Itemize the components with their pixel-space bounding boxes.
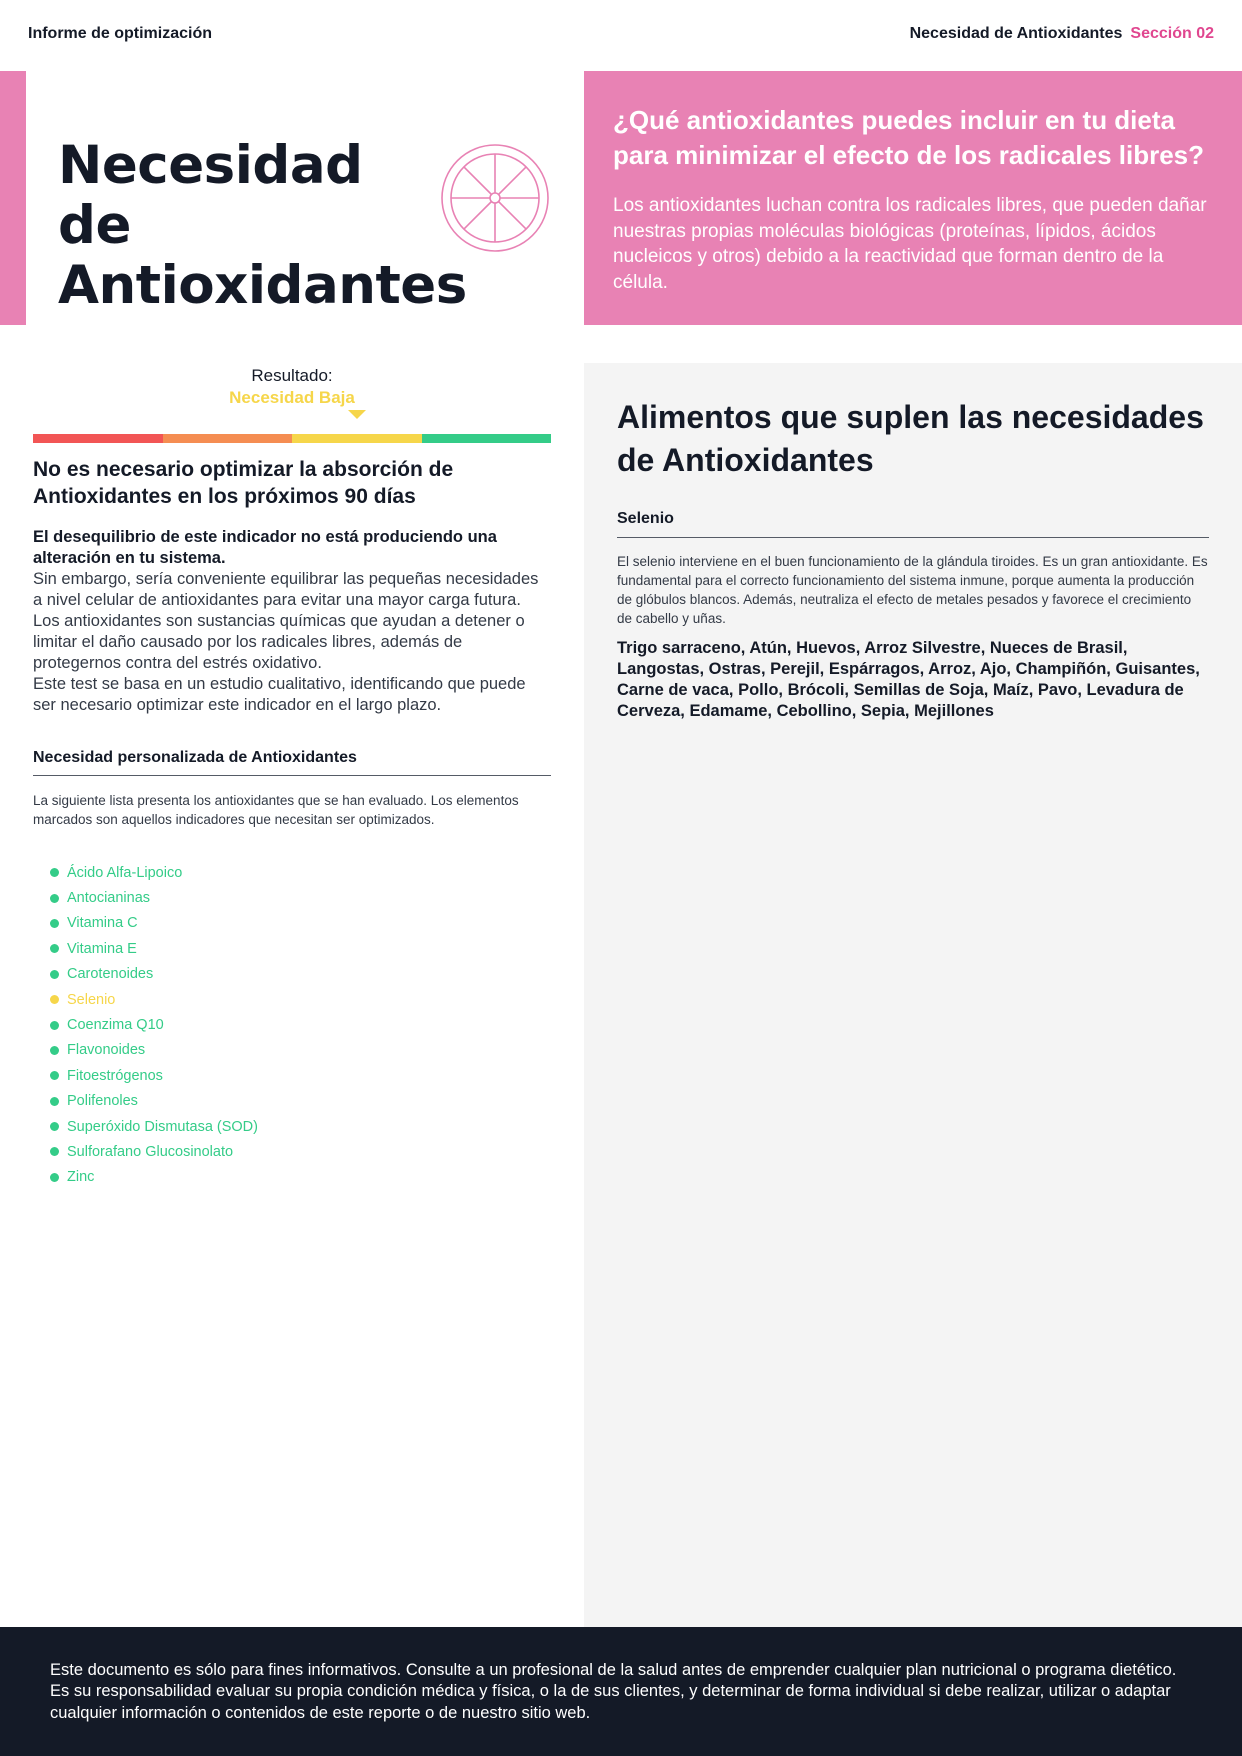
list-item-label: Vitamina C bbox=[67, 915, 138, 932]
scale-segment bbox=[33, 434, 163, 443]
list-item bbox=[50, 885, 258, 910]
list-item bbox=[50, 1165, 258, 1190]
status-dot-icon bbox=[50, 868, 59, 877]
nutrient-description: El selenio interviene en el buen funcionamiento de la glándula tiroides. Es un gran antioxidante. Es fundamental para el correcto funcionamiento del sistema inmune, porque aumenta la producción de glóbulos blancos. Además, neutraliza el efecto de metales pesados y favorece el crecimiento de cabello y uñas. bbox=[617, 554, 1208, 626]
result-label: Resultado: bbox=[251, 366, 333, 385]
hero-question: ¿Qué antioxidantes puedes incluir en tu dieta para minimizar el efecto de los radicales libres? bbox=[613, 105, 1205, 170]
nutrient-name: Selenio bbox=[617, 510, 1209, 538]
status-dot-icon bbox=[50, 944, 59, 953]
list-item bbox=[50, 1139, 258, 1164]
list-item bbox=[50, 1012, 258, 1037]
list-item-label: Polifenoles bbox=[67, 1093, 138, 1110]
list-item-label: Fitoestrógenos bbox=[67, 1067, 163, 1084]
list-item bbox=[50, 1089, 258, 1114]
section-number: Sección 02 bbox=[1130, 25, 1214, 42]
list-item-label: Superóxido Dismutasa (SOD) bbox=[67, 1118, 258, 1135]
list-item bbox=[50, 860, 258, 885]
list-item bbox=[50, 911, 258, 936]
result-scale bbox=[33, 434, 551, 443]
status-dot-icon bbox=[50, 970, 59, 979]
explanation-text bbox=[33, 527, 551, 716]
list-item-label: Zinc bbox=[67, 1169, 95, 1186]
section-name: Necesidad de Antioxidantes bbox=[909, 25, 1123, 42]
status-dot-icon bbox=[50, 1046, 59, 1055]
status-dot-icon bbox=[50, 919, 59, 928]
section-indicator bbox=[910, 25, 1214, 43]
scale-segment bbox=[422, 434, 552, 443]
result-pointer-icon bbox=[348, 410, 366, 419]
footer-disclaimer: Este documento es sólo para fines informativos. Consulte a un profesional de la salud antes de emprender cualquier plan nutricional o programa dietético. Es su responsabilidad evaluar su propia condición médica y física, o la de sus clientes, y determinar de forma individual si debe realizar, utilizar o adaptar cualquier información o contenidos de este reporte o de nuestro sitio web. bbox=[0, 1627, 1242, 1756]
result-gauge bbox=[33, 366, 551, 443]
list-item-label: Selenio bbox=[67, 991, 116, 1008]
explanation-paragraph: Este test se basa en un estudio cualitativo, identificando que puede ser necesario optimizar este indicador en el largo plazo. bbox=[33, 675, 526, 714]
list-item bbox=[50, 962, 258, 987]
page-title: Necesidad de Antioxidantes bbox=[58, 135, 467, 316]
personalized-title: Necesidad personalizada de Antioxidantes bbox=[33, 749, 551, 776]
hero-info-panel bbox=[584, 71, 1242, 325]
status-dot-icon bbox=[50, 1147, 59, 1156]
status-dot-icon bbox=[50, 1173, 59, 1182]
list-item-label: Flavonoides bbox=[67, 1042, 146, 1059]
hero-description: Los antioxidantes luchan contra los radicales libres, que pueden dañar nuestras propias moléculas biológicas (proteínas, lípidos, ácidos nucleicos y otros) debido a la reactividad que forman dentro de la célula. bbox=[613, 195, 1207, 293]
list-item bbox=[50, 1063, 258, 1088]
list-item-label: Vitamina E bbox=[67, 940, 137, 957]
list-item-label: Ácido Alfa-Lipoico bbox=[67, 864, 183, 881]
list-item bbox=[50, 1038, 258, 1063]
food-list: Trigo sarraceno, Atún, Huevos, Arroz Silvestre, Nueces de Brasil, Langostas, Ostras, Perejil, Espárragos, Arroz, Ajo, Champiñón, Guisantes, Carne de vaca, Pollo, Brócoli, Semillas de Soja, Maíz, Pavo, Levadura de Cerveza, Edamame, Cebollino, Sepia, Mejillones bbox=[617, 639, 1200, 720]
foods-title: Alimentos que suplen las necesidades de Antioxidantes bbox=[617, 399, 1204, 478]
report-title: Informe de optimización bbox=[28, 25, 213, 42]
status-dot-icon bbox=[50, 894, 59, 903]
list-item-label: Sulforafano Glucosinolato bbox=[67, 1143, 234, 1160]
list-item bbox=[50, 936, 258, 961]
status-dot-icon bbox=[50, 1097, 59, 1106]
list-item bbox=[50, 1114, 258, 1139]
antioxidant-list bbox=[50, 860, 258, 1190]
foods-panel bbox=[584, 363, 1242, 1627]
result-value: Necesidad Baja bbox=[229, 388, 355, 407]
explanation-paragraph: Sin embargo, sería conveniente equilibrar las pequeñas necesidades a nivel celular de antioxidantes para evitar una mayor carga futura. Los antioxidantes son sustancias químicas que ayudan a detener o limitar el daño causado por los radicales libres, además de protegernos contra del estrés oxidativo. bbox=[33, 570, 539, 672]
hero-accent-strip bbox=[0, 71, 26, 325]
list-item bbox=[50, 987, 258, 1012]
list-item-label: Antocianinas bbox=[67, 890, 151, 907]
list-item-label: Coenzima Q10 bbox=[67, 1017, 164, 1034]
list-item-label: Carotenoides bbox=[67, 966, 154, 983]
status-dot-icon bbox=[50, 1122, 59, 1131]
top-bar bbox=[0, 0, 1242, 71]
scale-segment bbox=[163, 434, 293, 443]
status-dot-icon bbox=[50, 1021, 59, 1030]
explanation-lead: El desequilibrio de este indicador no está produciendo una alteración en tu sistema. bbox=[33, 528, 497, 567]
personalized-description: La siguiente lista presenta los antioxidantes que se han evaluado. Los elementos marcados son aquellos indicadores que necesitan ser optimizados. bbox=[33, 793, 519, 827]
citrus-slice-icon bbox=[440, 143, 550, 253]
status-dot-icon bbox=[50, 995, 59, 1004]
conclusion-heading: No es necesario optimizar la absorción de Antioxidantes en los próximos 90 días bbox=[33, 458, 454, 508]
status-dot-icon bbox=[50, 1071, 59, 1080]
scale-segment bbox=[292, 434, 422, 443]
